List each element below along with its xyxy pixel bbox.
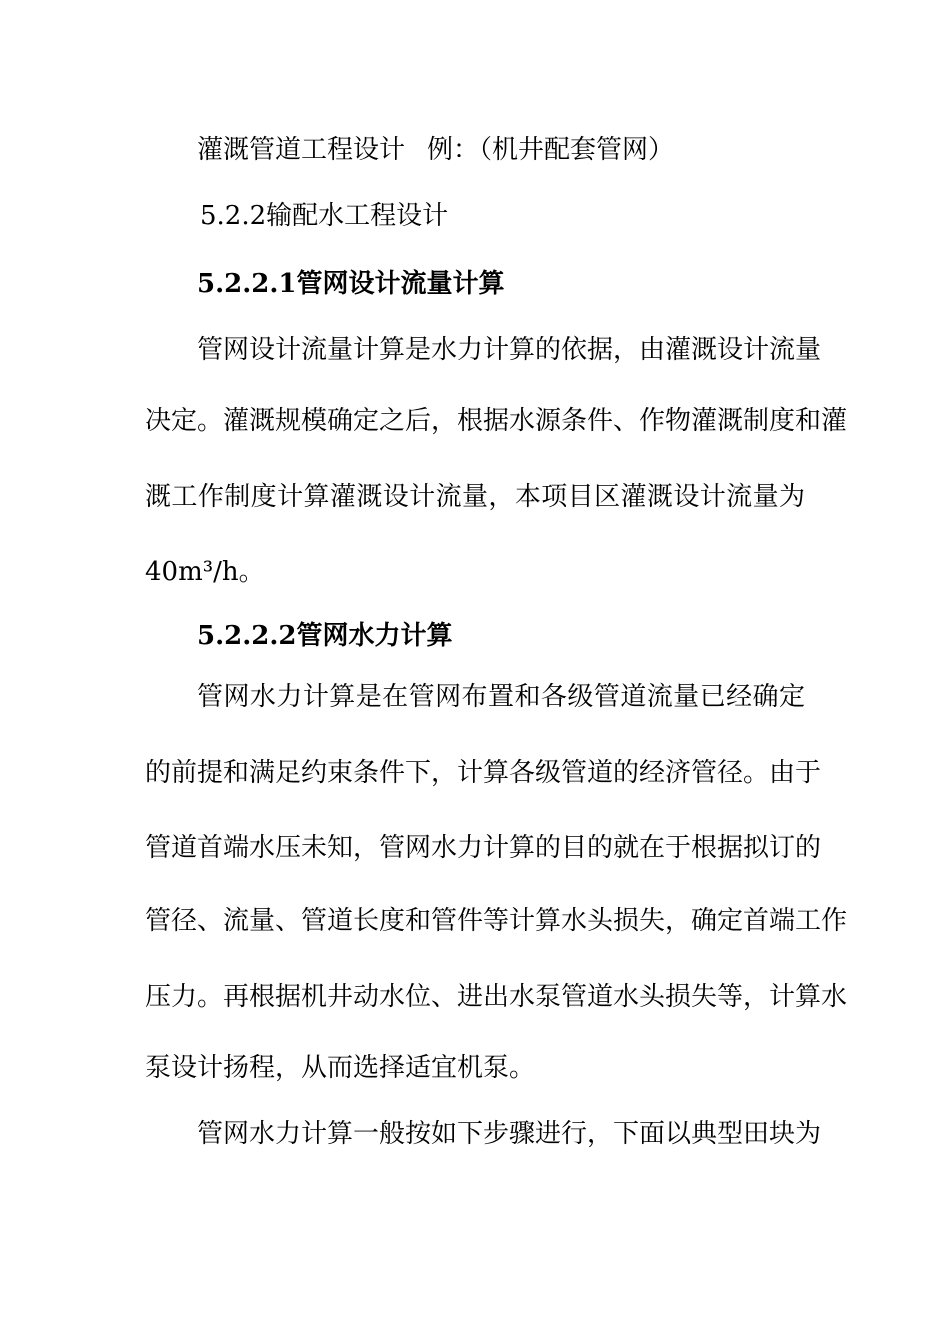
paragraph-2-line-6: 泵设计扬程，从而选择适宜机泵。 bbox=[145, 1053, 536, 1083]
subsection-heading-2: 5.2.2.2管网水力计算 bbox=[197, 621, 453, 651]
paragraph-2-line-2: 的前提和满足约束条件下，计算各级管道的经济管径。由于 bbox=[145, 758, 822, 788]
subsection-heading-1: 5.2.2.1管网设计流量计算 bbox=[197, 269, 505, 299]
paragraph-2-line-5: 压力。再根据机井动水位、进出水泵管道水头损失等，计算水 bbox=[145, 982, 848, 1012]
section-heading: 5.2.2输配水工程设计 bbox=[200, 201, 449, 231]
paragraph-1-line-2: 决定。灌溉规模确定之后，根据水源条件、作物灌溉制度和灌 bbox=[145, 406, 848, 436]
paragraph-1-line-4: 40m³/h。 bbox=[145, 557, 265, 587]
paragraph-2-line-1: 管网水力计算是在管网布置和各级管道流量已经确定 bbox=[197, 682, 805, 712]
paragraph-3-line-1: 管网水力计算一般按如下步骤进行，下面以典型田块为 bbox=[197, 1119, 822, 1149]
document-title-example: 例：（机井配套管网） bbox=[427, 135, 675, 165]
document-title-main: 灌溉管道工程设计 bbox=[197, 135, 406, 165]
paragraph-1-line-3: 溉工作制度计算灌溉设计流量，本项目区灌溉设计流量为 bbox=[145, 482, 805, 512]
paragraph-1-line-1: 管网设计流量计算是水力计算的依据，由灌溉设计流量 bbox=[197, 335, 822, 365]
document-title bbox=[197, 134, 674, 166]
paragraph-2-line-3: 管道首端水压未知，管网水力计算的目的就在于根据拟订的 bbox=[145, 833, 822, 863]
paragraph-2-line-4: 管径、流量、管道长度和管件等计算水头损失，确定首端工作 bbox=[145, 906, 848, 936]
